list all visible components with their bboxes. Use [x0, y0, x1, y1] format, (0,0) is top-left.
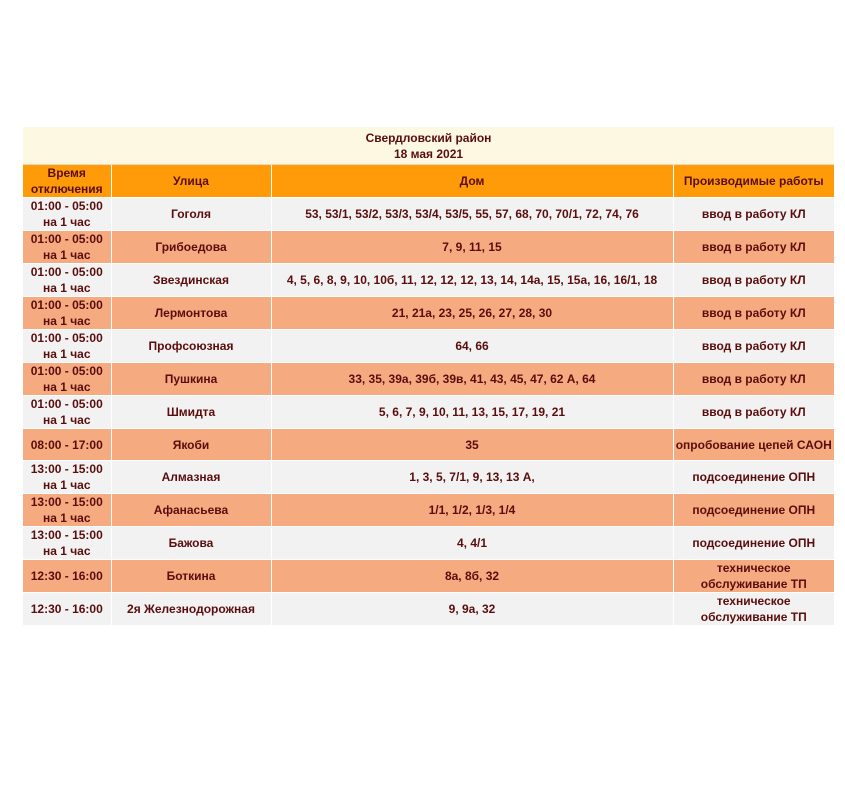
cell-houses: 1, 3, 5, 7/1, 9, 13, 13 А, [271, 461, 673, 494]
cell-works: подсоединение ОПН [673, 461, 834, 494]
time-range: 13:00 - 15:00 [30, 528, 103, 542]
cell-works: техническое обслуживание ТП [673, 560, 834, 593]
cell-houses: 5, 6, 7, 9, 10, 11, 13, 15, 17, 19, 21 [271, 396, 673, 429]
cell-street: Якоби [111, 429, 271, 461]
cell-time [23, 396, 111, 429]
time-range: 01:00 - 05:00 [30, 232, 103, 246]
time-duration: на 1 час [42, 248, 91, 262]
table-row [23, 231, 834, 264]
cell-houses: 33, 35, 39а, 39б, 39в, 41, 43, 45, 47, 62 А, 64 [271, 363, 673, 396]
cell-works: ввод в работу КЛ [673, 330, 834, 363]
cell-time [23, 494, 111, 527]
cell-time [23, 527, 111, 560]
cell-time [23, 363, 111, 396]
cell-houses: 64, 66 [271, 330, 673, 363]
time-duration: на 1 час [42, 413, 91, 427]
cell-time [23, 297, 111, 330]
time-range: 01:00 - 05:00 [30, 265, 103, 279]
cell-houses: 53, 53/1, 53/2, 53/3, 53/4, 53/5, 55, 57, 68, 70, 70/1, 72, 74, 76 [271, 198, 673, 231]
table-row [23, 264, 834, 297]
time-duration: на 1 час [42, 478, 91, 492]
table-title [23, 127, 834, 165]
time-range: 12:30 - 16:00 [30, 569, 103, 583]
cell-houses: 9, 9а, 32 [271, 593, 673, 626]
cell-street: Лермонтова [111, 297, 271, 330]
cell-houses: 1/1, 1/2, 1/3, 1/4 [271, 494, 673, 527]
cell-street: Шмидта [111, 396, 271, 429]
cell-time [23, 231, 111, 264]
cell-time [23, 198, 111, 231]
cell-works: подсоединение ОПН [673, 527, 834, 560]
cell-works: подсоединение ОПН [673, 494, 834, 527]
header-house: Дом [271, 165, 673, 198]
cell-houses: 35 [271, 429, 673, 461]
time-range: 12:30 - 16:00 [30, 602, 103, 616]
time-range: 08:00 - 17:00 [30, 437, 103, 452]
table-row [23, 560, 834, 593]
cell-street: Бажова [111, 527, 271, 560]
time-duration: на 1 час [42, 347, 91, 361]
table-row [23, 330, 834, 363]
cell-works: техническое обслуживание ТП [673, 593, 834, 626]
cell-street: Профсоюзная [111, 330, 271, 363]
cell-time [23, 560, 111, 593]
cell-works: опробование цепей САОН [673, 429, 834, 461]
time-range: 01:00 - 05:00 [30, 298, 103, 312]
cell-street: Боткина [111, 560, 271, 593]
table-title-row [23, 127, 834, 165]
cell-street: Гоголя [111, 198, 271, 231]
time-duration: на 1 час [42, 511, 91, 525]
schedule-date: 18 мая 2021 [393, 146, 464, 161]
cell-houses: 8а, 8б, 32 [271, 560, 673, 593]
cell-street: Звездинская [111, 264, 271, 297]
time-duration: на 1 час [42, 380, 91, 394]
table-row [23, 461, 834, 494]
table-row [23, 297, 834, 330]
cell-street: Алмазная [111, 461, 271, 494]
cell-street: Афанасьева [111, 494, 271, 527]
time-range: 01:00 - 05:00 [30, 199, 103, 213]
cell-houses: 7, 9, 11, 15 [271, 231, 673, 264]
time-duration: на 1 час [42, 544, 91, 558]
cell-street: 2я Железнодорожная [111, 593, 271, 626]
time-duration: на 1 час [42, 215, 91, 229]
table-row [23, 593, 834, 626]
cell-houses: 21, 21а, 23, 25, 26, 27, 28, 30 [271, 297, 673, 330]
cell-works: ввод в работу КЛ [673, 198, 834, 231]
table-row [23, 494, 834, 527]
time-range: 13:00 - 15:00 [30, 495, 103, 509]
cell-street: Пушкина [111, 363, 271, 396]
table-row [23, 429, 834, 461]
cell-works: ввод в работу КЛ [673, 396, 834, 429]
time-duration: на 1 час [42, 314, 91, 328]
table-row [23, 527, 834, 560]
time-range: 01:00 - 05:00 [30, 364, 103, 378]
cell-works: ввод в работу КЛ [673, 231, 834, 264]
cell-houses: 4, 4/1 [271, 527, 673, 560]
cell-time [23, 429, 111, 461]
header-works: Производимые работы [673, 165, 834, 198]
header-time: Время отключения [23, 165, 111, 198]
table-row [23, 396, 834, 429]
cell-time [23, 264, 111, 297]
table-row [23, 363, 834, 396]
time-duration: на 1 час [42, 281, 91, 295]
time-range: 13:00 - 15:00 [30, 462, 103, 476]
time-range: 01:00 - 05:00 [30, 397, 103, 411]
district-name: Свердловский район [365, 130, 492, 145]
outage-schedule-table [23, 127, 834, 626]
cell-houses: 4, 5, 6, 8, 9, 10, 10б, 11, 12, 12, 12, 13, 14, 14а, 15, 15а, 16, 16/1, 18 [271, 264, 673, 297]
header-street: Улица [111, 165, 271, 198]
cell-works: ввод в работу КЛ [673, 363, 834, 396]
cell-works: ввод в работу КЛ [673, 297, 834, 330]
table-row [23, 198, 834, 231]
cell-time [23, 330, 111, 363]
cell-time [23, 593, 111, 626]
time-range: 01:00 - 05:00 [30, 331, 103, 345]
header-row [23, 165, 834, 198]
cell-street: Грибоедова [111, 231, 271, 264]
cell-time [23, 461, 111, 494]
cell-works: ввод в работу КЛ [673, 264, 834, 297]
